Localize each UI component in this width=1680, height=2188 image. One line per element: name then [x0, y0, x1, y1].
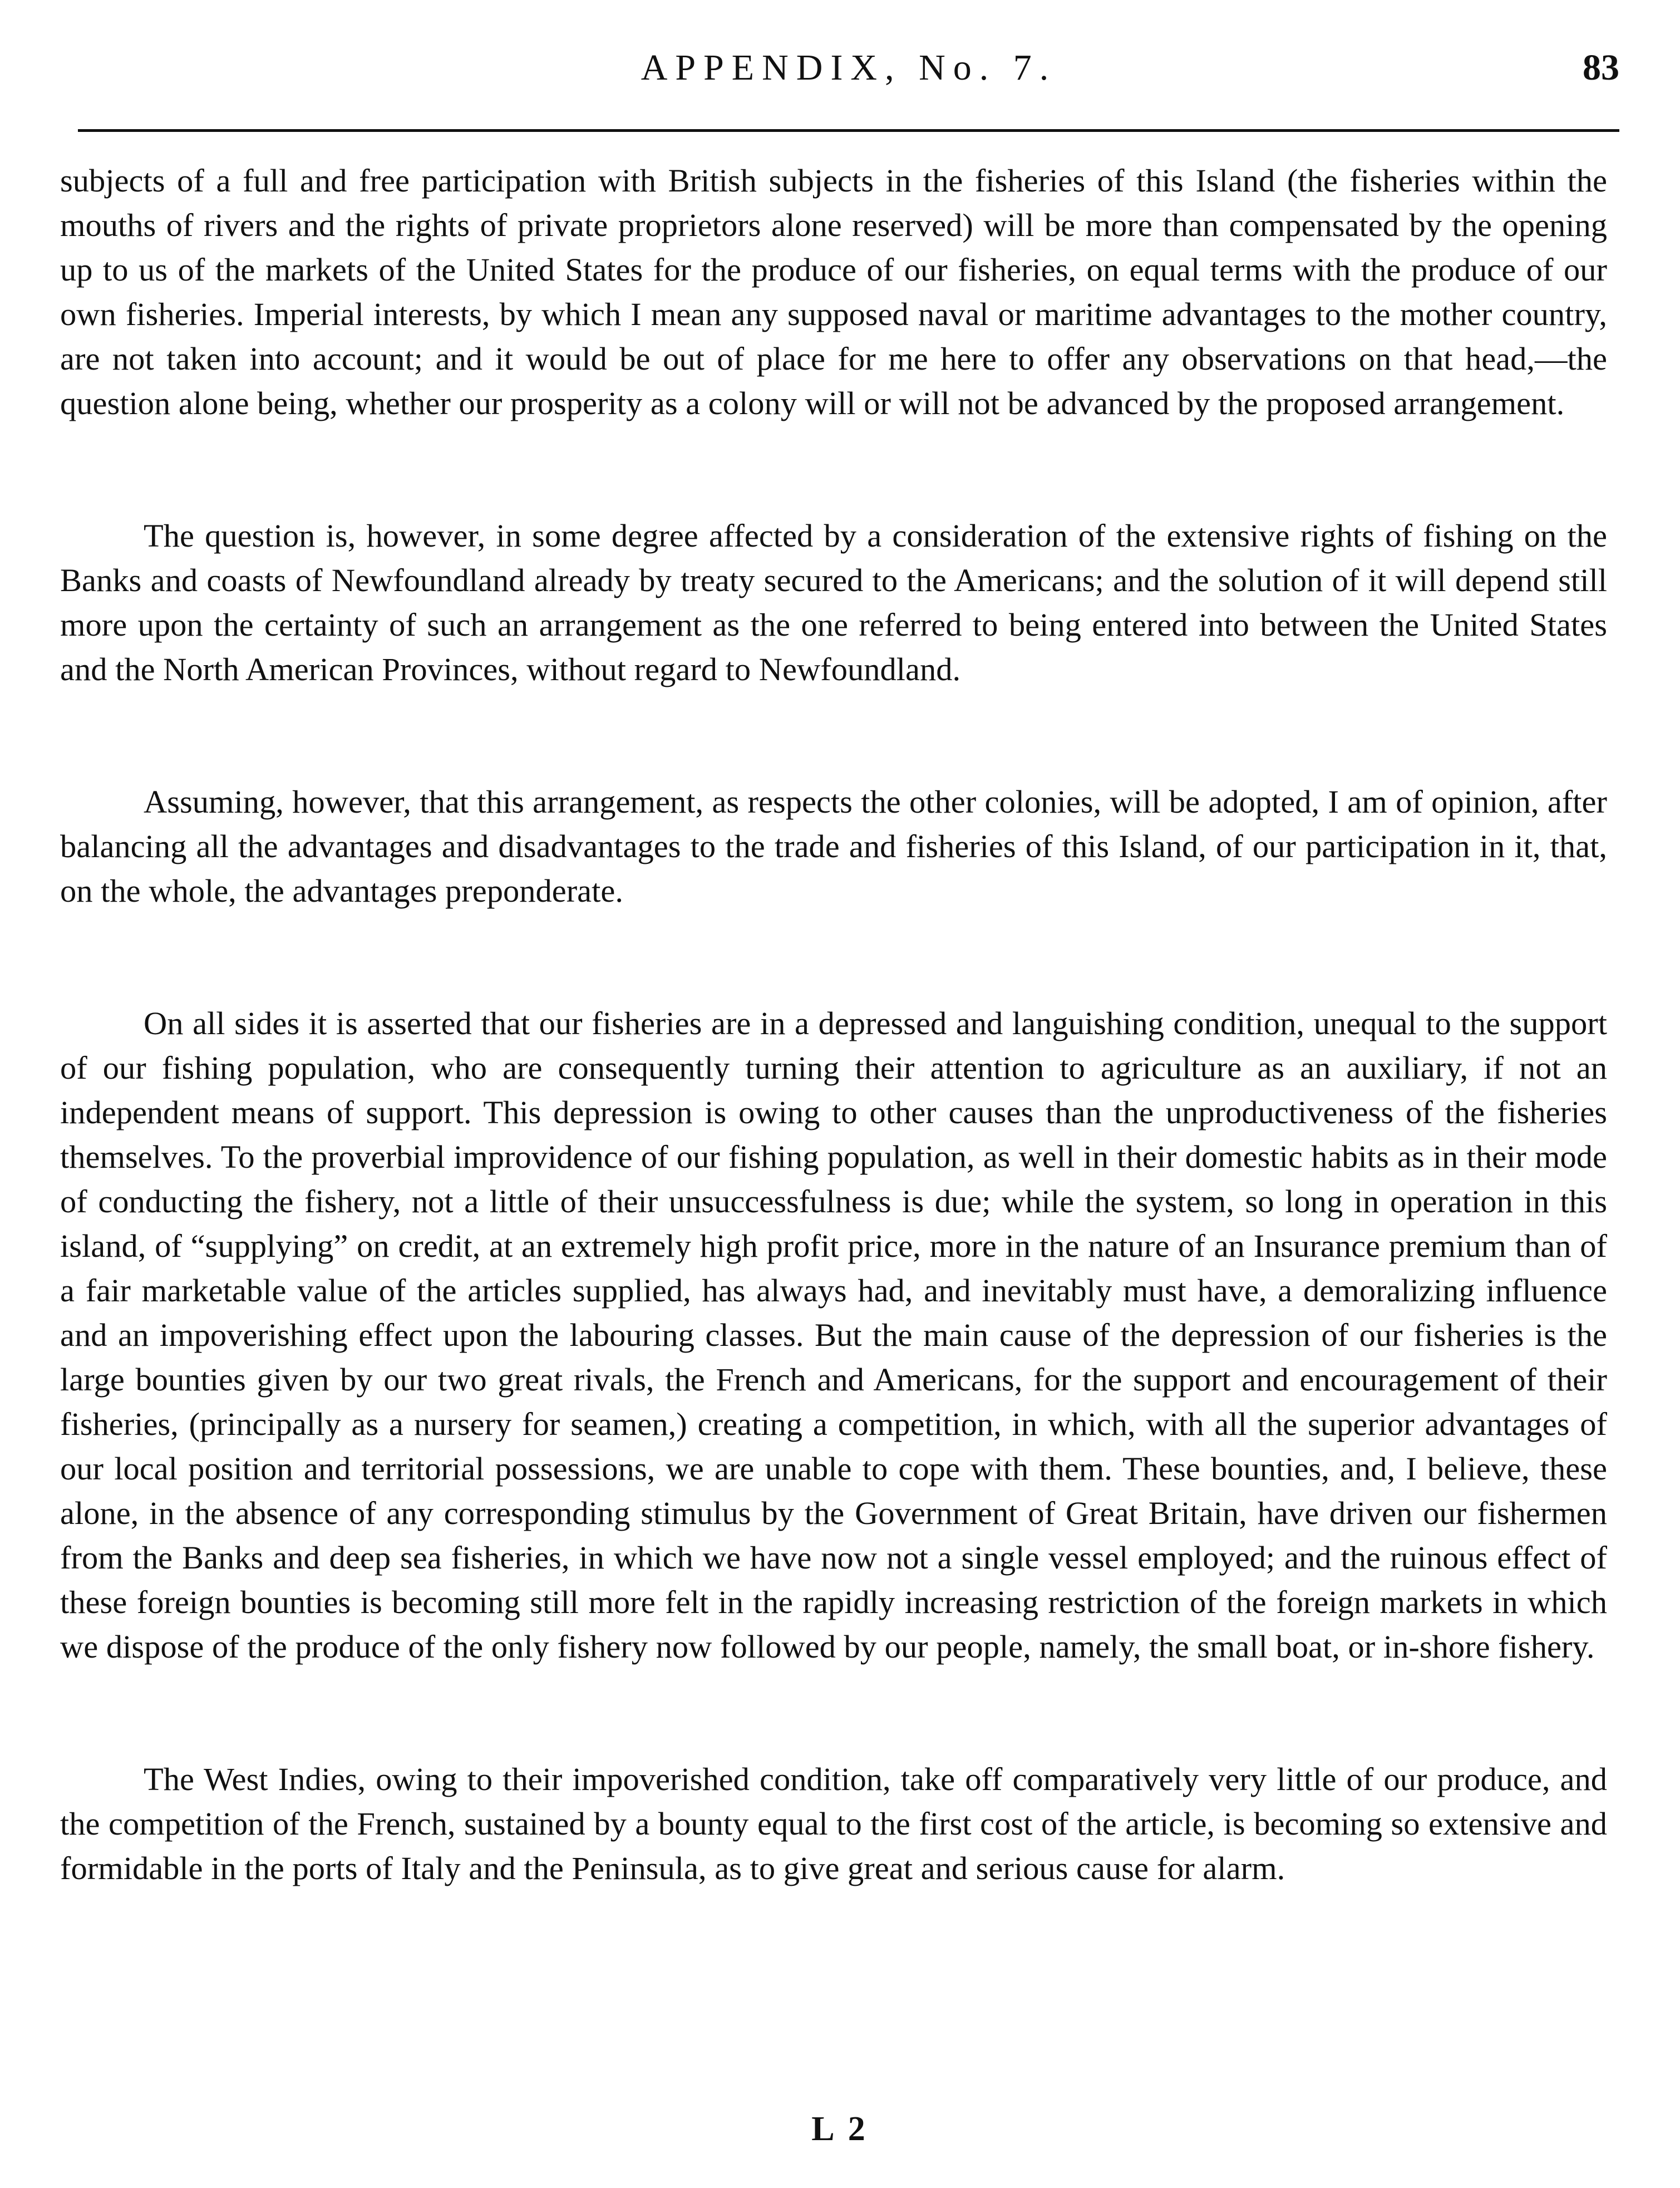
paragraph-5: The West Indies, owing to their impoverished condition, take off comparatively very little of our produce, and the competition of the French, sustained by a bounty equal to the first cost of the article, is becoming so extensive and formidable in the ports of Italy and the Peninsula, as to give great and serious cause for alarm.	[60, 1761, 1607, 1886]
paragraph-4: On all sides it is asserted that our fisheries are in a depressed and languishing condition, unequal to the support of our fishing population, who are consequently turning their attention to agriculture as an auxiliary, if not an independent means of support. This depression is owing to other causes than the unproductiveness of the fisheries themselves. To the proverbial improvidence of our fishing population, as well in their domestic habits as in their mode of conducting the fishery, not a little of their unsuccessfulness is due; while the system, so long in operation in this island, of “supplying” on credit, at an extremely high profit price, more in the nature of an Insurance premium than of a fair marketable value of the articles supplied, has always had, and inevitably must have, a demoralizing influence and an impoverishing effect upon the labouring classes. But the main cause of the depression of our fisheries is the large bounties given by our two great rivals, the French and Americans, for the support and encouragement of their fisheries, (principally as a nursery for seamen,) creating a competition, in which, with all the superior advantages of our local position and territorial possessions, we are unable to cope with them. These bounties, and, I believe, these alone, in the absence of any corresponding stimulus by the Government of Great Britain, have driven our fishermen from the Banks and deep sea fisheries, in which we have now not a single vessel employed; and the ruinous effect of these foreign bounties is becoming still more felt in the rapidly increasing restriction of the foreign markets in which we dispose of the produce of the only fishery now followed by our people, namely, the small boat, or in-shore fishery.	[60, 1005, 1607, 1665]
paragraph-3: Assuming, however, that this arrangement, as respects the other colonies, will be adopted, I am of opinion, after balancing all the advantages and disadvantages to the trade and fisheries of this Island, of our participation in it, that, on the whole, the advantages preponderate.	[60, 784, 1607, 909]
body-text	[60, 159, 1607, 1979]
running-title: APPENDIX, No. 7.	[641, 47, 1057, 88]
page-number: 83	[1583, 47, 1619, 88]
signature-mark: L 2	[811, 2110, 869, 2148]
paragraph-1: subjects of a full and free participation with British subjects in the fisheries of this Island (the fisheries within the mouths of rivers and the rights of private proprietors alone reserved) will be more than compensated by the opening up to us of the markets of the United States for the produce of our fisheries, on equal terms with the produce of our own fisheries. Imperial interests, by which I mean any supposed naval or maritime advantages to the mother country, are not taken into account; and it would be out of place for me here to offer any observations on that head,—the question alone being, whether our prosperity as a colony will or will not be advanced by the proposed arrangement.	[60, 163, 1607, 421]
paragraph-2: The question is, however, in some degree affected by a consideration of the extensive rights of fishing on the Banks and coasts of Newfoundland already by treaty secured to the Americans; and the solution of it will depend still more upon the certainty of such an arrangement as the one referred to being entered into between the United States and the North American Provinces, without regard to Newfoundland.	[60, 518, 1607, 687]
header-rule	[78, 129, 1619, 132]
page-header	[78, 39, 1619, 106]
